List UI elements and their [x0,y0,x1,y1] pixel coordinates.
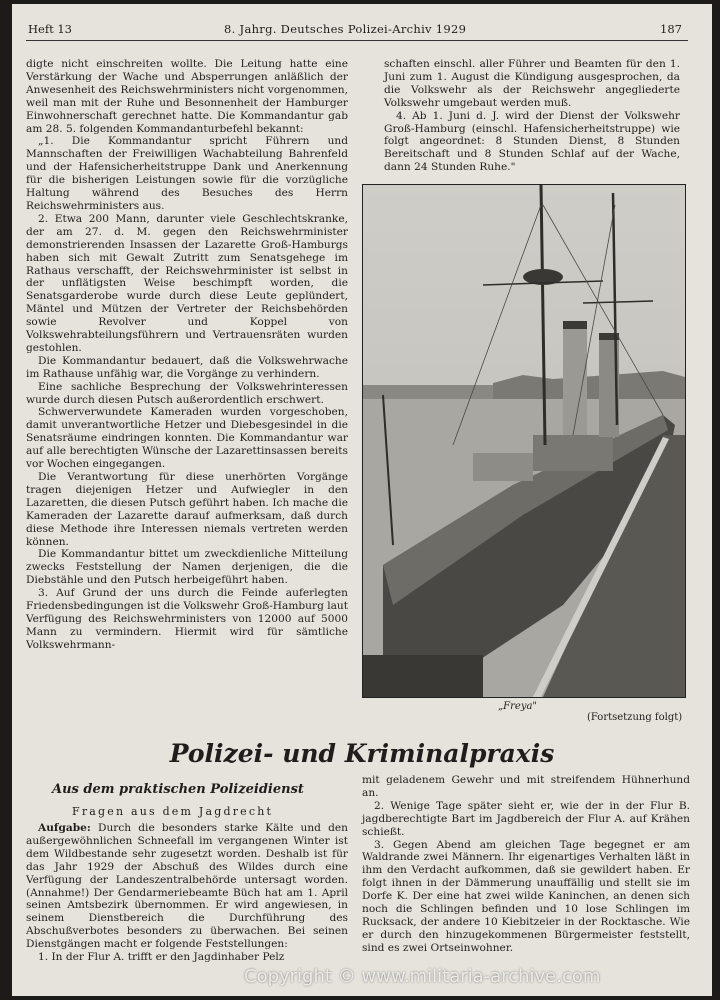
paragraph: Die Verantwortung für diese unerhörten Vorgänge tragen diejenigen Hetzer und Aufwiegler in den Lazaretten, die diesen Putsch geführt haben. Ich mache die Kameraden der Lazarette darauf aufmerksam, daß durch diese Methode ihre Interessen niemals vertreten werden können. [26,471,348,548]
continued-note: (Fortsetzung folgt) [587,712,683,723]
paragraph: 3. Auf Grund der uns durch die Feinde auferlegten Friedensbedingungen ist die Volkswehr Groß-Hamburg laut Verfügung des Reichswehrministers von 12000 auf 5000 Mann zu vermindern. Hiermit wird für sämtliche Volkswehrmann- [26,587,349,651]
journal-title: 8. Jahrg. Deutsches Polizei-Archiv 1929 [224,22,467,36]
paragraph: Die Kommandantur bedauert, daß die Volkswehrwache im Rathause unfähig war, die Vorgänge zu verhindern. [26,354,348,380]
left-column [26,58,348,652]
right-column-top [384,58,680,174]
bottom-right-column [362,774,690,955]
photo-caption: „Freya" [498,701,538,712]
paragraph: 2. Etwa 200 Mann, darunter viele Geschlechtskranke, der am 27. d. M. gegen den Reichswehrminister demonstrierenden Insassen der Lazarette Groß-Hamburgs haben sich mit Gewalt Zutritt zum Senatsgehege im Rathaus verschafft, der Reichswehrminister ist selbst in der unflätigsten Weise beschimpft worden, die Senatsgarderobe wurde durch diese Leute geplündert, Mäntel und Mützen der Vertreter der Reichsbehörden sowie Revolver und Koppel von Volkswehrabteilungsführern und Vertrauensräten wurden gestohlen. [26,212,348,354]
copyright-watermark: Copyright © www.militaria-archive.com [244,966,601,987]
warship-photo [362,184,686,698]
task-paragraph [26,822,348,951]
page-header [26,22,688,41]
paragraph: 4. Ab 1. Juni d. J. wird der Dienst der Volkswehr Groß-Hamburg (einschl. Hafensicherheitstruppe) wie folgt angeordnet: 8 Stunden Dienst, 8 Stunden Bereitschaft und 8 Stunden Schlaf auf der Wache, dann 24 Stunden Ruhe." [384,109,680,174]
paragraph: schaften einschl. aller Führer und Beamten für den 1. Juni zum 1. August die Kündigung ausgesprochen, da die Volkswehr als der Reichswehr angegliederte Volkswehr umgebaut werden muß. [384,58,680,109]
subsection-title: Aus dem praktischen Polizeidienst [52,782,304,797]
paragraph: mit geladenem Gewehr und mit streifendem Hühnerhund an. [362,774,690,799]
paragraph: 3. Gegen Abend am gleichen Tage begegnet er am Waldrande zwei Männern. Ihr eigenartiges Verhalten läßt in ihm den Verdacht aufkommen, daß sie gewildert haben. Er folgt ihnen in der Dämmerung unauffällig und stellt sie im Dorfe K. Der eine hat zwei wilde Kaninchen, an denen sich noch die Schlingen befinden und 10 lose Schlingen im Rucksack, der andere 10 Kiebitzeier in der Rocktasche. Wie er durch den hinzugekommenen Bürgermeister feststellt, sind es zwei Ortseinwohner. [362,838,690,954]
paragraph: Schwerverwundete Kameraden wurden vorgeschoben, damit unverantwortliche Hetzer und Diebesgesindel in die Senatsräume eindringen konnten. Die Kommandantur war auf alle berechtigten Wünsche der Lazarettinsassen bereits vor Wochen eingegangen. [26,406,348,471]
magazine-page [12,4,712,996]
paragraph: Eine sachliche Besprechung der Volkswehrinteressen wurde durch diesen Putsch außerordentlich erschwert. [26,380,348,406]
issue-number: Heft 13 [28,22,73,36]
paragraph: 2. Wenige Tage später sieht er, wie der in der Flur B. jagdberechtigte Bart im Jagdbereich der Flur A. auf Krähen schießt. [362,799,690,838]
paragraph: „1. Die Kommandantur spricht Führern und Mannschaften der Freiwilligen Wachabteilung Bahrenfeld und der Hafensicherheitstruppe Dank und Anerkennung für die bisherigen Leistungen sowie für die vorzügliche Haltung während des Besuches des Herrn Reichswehrministers aus. [26,135,348,212]
paragraph: Die Kommandantur bittet um zweckdienliche Mitteilung zwecks Feststellung der Namen derjenigen, die die Diebstähle und den Putsch herbeigeführt haben. [26,548,348,587]
task-text: Durch die besonders starke Kälte und den außergewöhnlichen Schneefall im vergangenen Winter ist dem Wildbestande sehr zugesetzt worden. Deshalb ist für das Jahr 1929 der Abschuß des Wildes durch eine Verfügung der Landeszentralbehörde untersagt worden. (Annahme!) Der Gendarmeriebeamte Büch hat am 1. April seinen Amtsbezirk übernommen. Er wird angewiesen, in seinem Dienstbereich die Durchführung des Abschußverbotes besonders zu überwachen. Bei seinen Dienstgängen macht er folgende Feststellungen: [26,822,348,951]
paragraph: digte nicht einschreiten wollte. Die Leitung hatte eine Verstärkung der Wache und Absperrungen anläßlich der Anwesenheit des Reichswehrministers nicht vorgenommen, weil man mit der Ruhe und Besonnenheit der Hamburger Einwohnerschaft gerechnet hatte. Die Kommandantur gab am 28. 5. folgenden Kommandanturbefehl bekannt: [26,58,348,135]
section-title: Polizei- und Kriminalpraxis [169,739,555,768]
paragraph: 1. In der Flur A. trifft er den Jagdinhaber Pelz [38,951,285,964]
ship-image [363,185,685,697]
topic-title: Fragen aus dem Jagdrecht [72,805,274,818]
bottom-left-column [26,822,348,964]
task-label: Aufgabe: [38,822,91,834]
page-number: 187 [660,22,682,36]
